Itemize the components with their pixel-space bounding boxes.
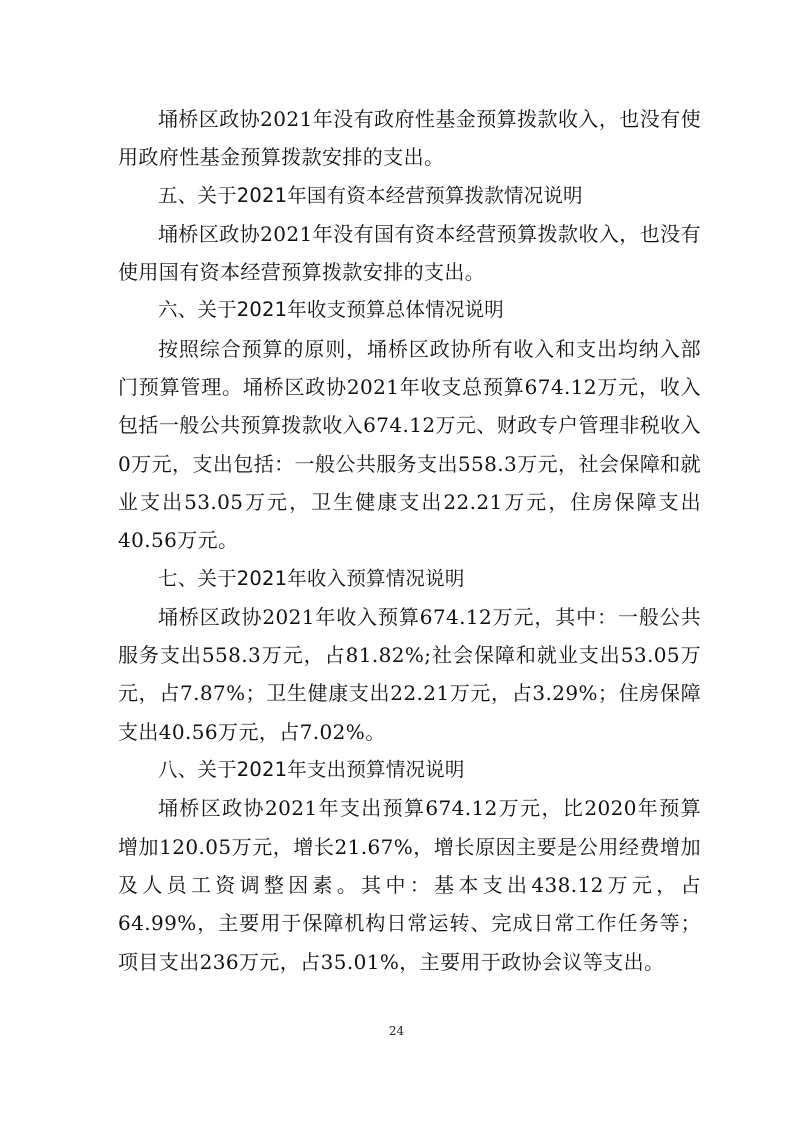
section-heading-6: 六、关于2021年收支预算总体情况说明 — [158, 298, 504, 322]
page-number: 24 — [388, 1024, 405, 1038]
paragraph-total-budget: 按照综合预算的原则，埇桥区政协所有收入和支出均纳入部门预算管理。埇桥区政协2021年收支总预算674.12万元，收入包括一般公共预算拨款收入674.12万元、财政专户管理非税收入0万元，支出包括：一般公共服务支出558.3万元，社会保障和就业支出53.05万元，卫生健康支出22.21万元，住房保障支出40.56万元。 — [118, 336, 701, 553]
section-heading-8: 八、关于2021年支出预算情况说明 — [158, 758, 465, 782]
section-heading-5: 五、关于2021年国有资本经营预算拨款情况说明 — [158, 183, 583, 207]
paragraph-state-capital: 埇桥区政协2021年没有国有资本经营预算拨款收入，也没有使用国有资本经营预算拨款安排的支出。 — [118, 221, 701, 285]
paragraph-government-fund: 埇桥区政协2021年没有政府性基金预算拨款收入，也没有使用政府性基金预算拨款安排的支出。 — [118, 107, 701, 170]
paragraph-expenditure-budget: 埇桥区政协2021年支出预算674.12万元，比2020年预算增加120.05万元，增长21.67%，增长原因主要是公用经费增加及人员工资调整因素。其中：基本支出438.12万元，占64.99%，主要用于保障机构日常运转、完成日常工作任务等；项目支出236万元，占35.01%，主要用于政协会议等支出。 — [118, 796, 701, 974]
document-body — [118, 100, 701, 981]
paragraph-income-budget: 埇桥区政协2021年收入预算674.12万元，其中：一般公共服务支出558.3万元，占81.82%;社会保障和就业支出53.05万元，占7.87%；卫生健康支出22.21万元，占3.29%；住房保障支出40.56万元，占7.02%。 — [118, 604, 701, 744]
section-heading-7: 七、关于2021年收入预算情况说明 — [158, 566, 465, 590]
